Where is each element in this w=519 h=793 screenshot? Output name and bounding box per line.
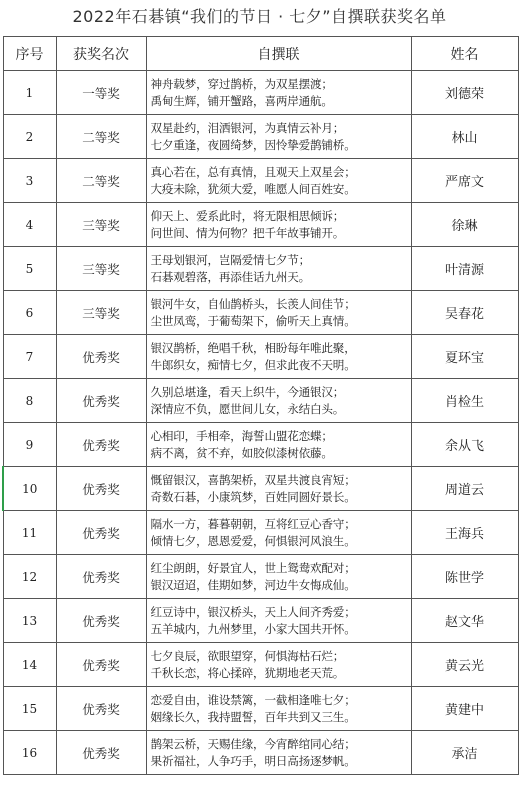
- couplet-cell: [146, 555, 411, 599]
- table-row: [3, 291, 518, 335]
- row-number: 9: [3, 423, 56, 467]
- couplet-cell: [146, 687, 411, 731]
- couplet-cell: [146, 203, 411, 247]
- award-rank: 优秀奖: [56, 687, 146, 731]
- couplet-cell: [146, 599, 411, 643]
- table-row: [3, 115, 518, 159]
- couplet-line-upper: 红尘朗朗，好景宜人，世上鸳鸯欢配对；: [150, 560, 356, 575]
- couplet-cell: [146, 643, 411, 687]
- table-row: [3, 687, 518, 731]
- award-rank: 优秀奖: [56, 555, 146, 599]
- table-row: [3, 247, 518, 291]
- couplet-line-lower: 大疫未除，犹须大爱，唯愿人间百姓安。: [150, 181, 356, 196]
- couplet-cell: [146, 731, 411, 775]
- author-name: 严席文: [411, 159, 518, 203]
- award-rank: 优秀奖: [56, 731, 146, 775]
- author-name: 黄云光: [411, 643, 518, 687]
- couplet-cell: [146, 291, 411, 335]
- couplet-line-upper: 鹊架云桥，天赐佳缘，今宵醉绾同心结；: [150, 736, 356, 751]
- table-row: [3, 511, 518, 555]
- couplet-line-lower: 禹甸生辉，铺开蟹路，喜两岸通航。: [150, 93, 333, 108]
- couplet-line-lower: 问世间、情为何物？把千年故事铺开。: [150, 225, 345, 240]
- award-table: [2, 36, 519, 775]
- couplet-cell: [146, 335, 411, 379]
- table-row: [3, 159, 518, 203]
- header-couplet: 自撰联: [146, 37, 411, 71]
- couplet-line-lower: 果祈福社，人争巧手，明日高扬逐梦帆。: [150, 753, 356, 768]
- row-number: 6: [3, 291, 56, 335]
- table-row: [3, 467, 518, 511]
- author-name: 余从飞: [411, 423, 518, 467]
- award-rank: 三等奖: [56, 203, 146, 247]
- author-name: 刘德荣: [411, 71, 518, 115]
- couplet-line-upper: 心相印，手相牵，海誓山盟花恋蝶；: [150, 428, 333, 443]
- row-number: 1: [3, 71, 56, 115]
- couplet-line-lower: 病不离，贫不弃，如胶似漆树依藤。: [150, 445, 333, 460]
- couplet-line-upper: 恋爱自由，谁设禁篱，一截相逢唯七夕；: [150, 692, 356, 707]
- row-number: 7: [3, 335, 56, 379]
- author-name: 林山: [411, 115, 518, 159]
- couplet-line-lower: 银汉迢迢，佳期如梦，河边牛女悔成仙。: [150, 577, 356, 592]
- row-number: 8: [3, 379, 56, 423]
- author-name: 徐琳: [411, 203, 518, 247]
- author-name: 周道云: [411, 467, 518, 511]
- award-rank: 二等奖: [56, 159, 146, 203]
- couplet-cell: [146, 159, 411, 203]
- row-number: 16: [3, 731, 56, 775]
- table-row: [3, 203, 518, 247]
- couplet-cell: [146, 467, 411, 511]
- row-number: 3: [3, 159, 56, 203]
- row-number: 10: [3, 467, 56, 511]
- award-rank: 一等奖: [56, 71, 146, 115]
- couplet-line-upper: 银河牛女，自仙鹊桥头，长羡人间佳节；: [150, 296, 356, 311]
- couplet-line-lower: 深情应不负，愿世间儿女，永结白头。: [150, 401, 345, 416]
- couplet-line-upper: 真心若在，总有真情，且观天上双星会；: [150, 164, 356, 179]
- award-rank: 优秀奖: [56, 467, 146, 511]
- couplet-line-lower: 尘世凤鸾，于葡萄架下，偷听天上真情。: [150, 313, 356, 328]
- table-row: [3, 599, 518, 643]
- award-rank: 三等奖: [56, 291, 146, 335]
- couplet-line-upper: 七夕良辰，欲眼望穿，何惧海枯石烂；: [150, 648, 345, 663]
- couplet-line-lower: 倾情七夕，恩恩爱爱，何惧银河风浪生。: [150, 533, 356, 548]
- header-award: 获奖名次: [56, 37, 146, 71]
- table-row: [3, 379, 518, 423]
- document-title: 2022年石碁镇“我们的节日 · 七夕”自撰联获奖名单: [72, 7, 447, 26]
- award-rank: 三等奖: [56, 247, 146, 291]
- author-name: 夏环宝: [411, 335, 518, 379]
- couplet-line-upper: 慨留银汉，喜鹊架桥，双星共渡良宵短；: [150, 472, 356, 487]
- header-num: 序号: [3, 37, 56, 71]
- couplet-line-lower: 七夕重逢，夜圆绮梦，因怜挚爱鹊铺桥。: [150, 137, 356, 152]
- couplet-line-upper: 神舟载梦，穿过鹊桥，为双星摆渡；: [150, 76, 333, 91]
- couplet-line-upper: 银汉鹊桥，绝唱千秋，相盼每年唯此聚，: [150, 340, 356, 355]
- couplet-line-lower: 石碁观碧落，再添佳话九州天。: [150, 269, 311, 284]
- couplet-line-upper: 仰天上、爱系此时，将无限相思倾诉；: [150, 208, 345, 223]
- table-row: [3, 731, 518, 775]
- couplet-cell: [146, 115, 411, 159]
- couplet-line-upper: 红豆诗中，银汉桥头，天上人间齐秀爱；: [150, 604, 356, 619]
- award-rank: 优秀奖: [56, 335, 146, 379]
- author-name: 王海兵: [411, 511, 518, 555]
- couplet-line-upper: 隔水一方，暮暮朝朝，互将红豆心香守；: [150, 516, 356, 531]
- row-number: 4: [3, 203, 56, 247]
- table-header-row: [3, 37, 518, 71]
- row-number: 5: [3, 247, 56, 291]
- row-number: 13: [3, 599, 56, 643]
- author-name: 承洁: [411, 731, 518, 775]
- row-number: 2: [3, 115, 56, 159]
- couplet-line-lower: 牛郎织女，痴情七夕，但求此夜不天明。: [150, 357, 356, 372]
- couplet-line-lower: 千秋长恋，将心揉碎，犹期地老天荒。: [150, 665, 345, 680]
- couplet-line-upper: 王母划银河，岂隔爱情七夕节；: [150, 252, 311, 267]
- author-name: 叶清源: [411, 247, 518, 291]
- couplet-cell: [146, 379, 411, 423]
- table-row: [3, 643, 518, 687]
- couplet-line-lower: 奇数石碁，小康筑梦，百姓同圆好景长。: [150, 489, 356, 504]
- row-number: 11: [3, 511, 56, 555]
- couplet-line-lower: 五羊城内，九州梦里，小家大国共开怀。: [150, 621, 356, 636]
- couplet-line-upper: 双星赴约，泪洒银河，为真情云补月；: [150, 120, 345, 135]
- award-rank: 优秀奖: [56, 423, 146, 467]
- table-row: [3, 335, 518, 379]
- table-row: [3, 71, 518, 115]
- row-number: 15: [3, 687, 56, 731]
- couplet-line-lower: 姻缘长久，我持盟誓，百年共到又三生。: [150, 709, 356, 724]
- author-name: 赵文华: [411, 599, 518, 643]
- header-name: 姓名: [411, 37, 518, 71]
- award-rank: 优秀奖: [56, 643, 146, 687]
- table-body: [3, 71, 518, 775]
- couplet-cell: [146, 247, 411, 291]
- award-rank: 二等奖: [56, 115, 146, 159]
- author-name: 肖检生: [411, 379, 518, 423]
- row-number: 12: [3, 555, 56, 599]
- couplet-line-upper: 久别总堪逢，看天上织牛，今通银汉；: [150, 384, 345, 399]
- table-row: [3, 423, 518, 467]
- author-name: 黄建中: [411, 687, 518, 731]
- award-rank: 优秀奖: [56, 379, 146, 423]
- award-rank: 优秀奖: [56, 511, 146, 555]
- couplet-cell: [146, 423, 411, 467]
- author-name: 陈世学: [411, 555, 518, 599]
- couplet-cell: [146, 71, 411, 115]
- row-number: 14: [3, 643, 56, 687]
- award-rank: 优秀奖: [56, 599, 146, 643]
- author-name: 吴春花: [411, 291, 518, 335]
- couplet-cell: [146, 511, 411, 555]
- table-row: [3, 555, 518, 599]
